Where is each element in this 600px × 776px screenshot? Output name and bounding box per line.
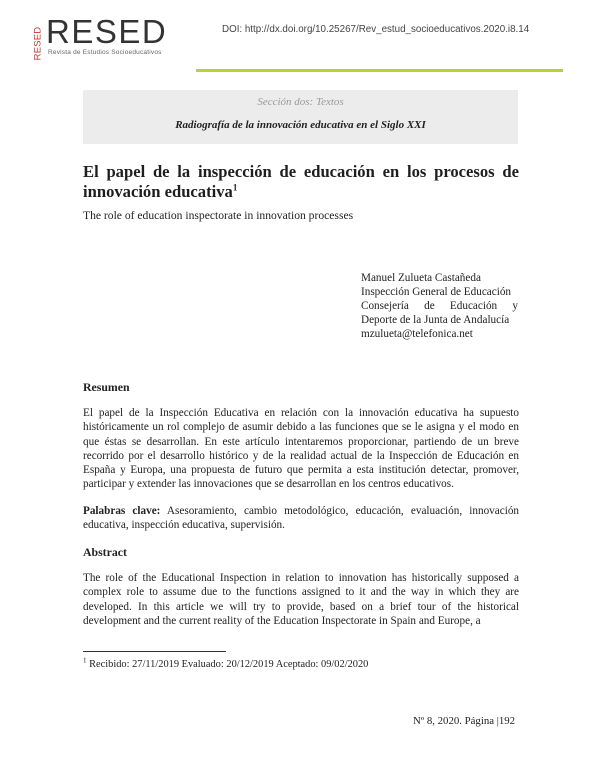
- author-affiliation-1: Inspección General de Educación: [361, 286, 512, 298]
- section-title: Radiografía de la innovación educativa en el Siglo XXI: [175, 119, 426, 131]
- author-email[interactable]: mzulueta@telefonica.net: [361, 328, 473, 340]
- abstract-heading: Abstract: [83, 545, 127, 559]
- resumen-heading: Resumen: [83, 380, 130, 394]
- article-title: [83, 162, 519, 202]
- page-number: Nº 8, 2020. Página |192: [413, 715, 516, 727]
- abstract-text: The role of the Educational Inspection in relation to innovation has historically supposed a complex role to assume due to the functions assigned to it and the way in which they are developed. In this article we will try to provide, based on a brief tour of the historical development and the current reality of the Education Inspectorate in Spain and Europe, a: [83, 572, 519, 627]
- logo-side-text: RESED: [32, 26, 44, 60]
- journal-logo: RESED: [46, 13, 168, 50]
- footnote: [83, 656, 369, 670]
- keywords: [83, 504, 519, 533]
- keywords-label: Palabras clave:: [83, 505, 161, 517]
- article-title-text: El papel de la inspección de educación en los procesos de innovación educativa: [83, 162, 519, 201]
- article-subtitle: The role of education inspectorate in innovation processes: [83, 209, 354, 222]
- keywords-text: Asesoramiento, cambio metodológico, educación, evaluación, innovación educativa, inspección educativa, supervisión.: [83, 505, 520, 532]
- footnote-text: Recibido: 27/11/2019 Evaluado: 20/12/2019 Aceptado: 09/02/2020: [86, 659, 369, 670]
- resumen-text: El papel de la Inspección Educativa en relación con la innovación educativa ha supuesto históricamente un rol complejo de asumir debido a las funciones que se le asigna y el modo en que éstas se desarrollan. En este artículo intentaremos proporcionar, partiendo de un breve recorrido por el desarrollo histórico y de la realidad actual de la Inspección de Educación en España y Europa, una propuesta de futuro que permita a esta institución detectar, promover, participar y extender las innovaciones que se desarrollan en los centros educativos.: [83, 407, 519, 491]
- footnote-mark: 1: [83, 656, 87, 665]
- section-name: Sección dos: Textos: [257, 96, 344, 108]
- author-affiliation-2: Consejería de Educación y Deporte de la Junta de Andalucía: [361, 300, 518, 326]
- author-block: [361, 271, 518, 341]
- footnote-divider: [83, 651, 226, 652]
- journal-subtitle: Revista de Estudios Socioeducativos: [48, 49, 162, 56]
- header-divider: [196, 69, 563, 72]
- doi-link[interactable]: DOI: http://dx.doi.org/10.25267/Rev_estud_socioeducativos.2020.i8.14: [222, 24, 530, 35]
- author-name: Manuel Zulueta Castañeda: [361, 272, 481, 284]
- title-footnote-mark[interactable]: 1: [232, 182, 238, 193]
